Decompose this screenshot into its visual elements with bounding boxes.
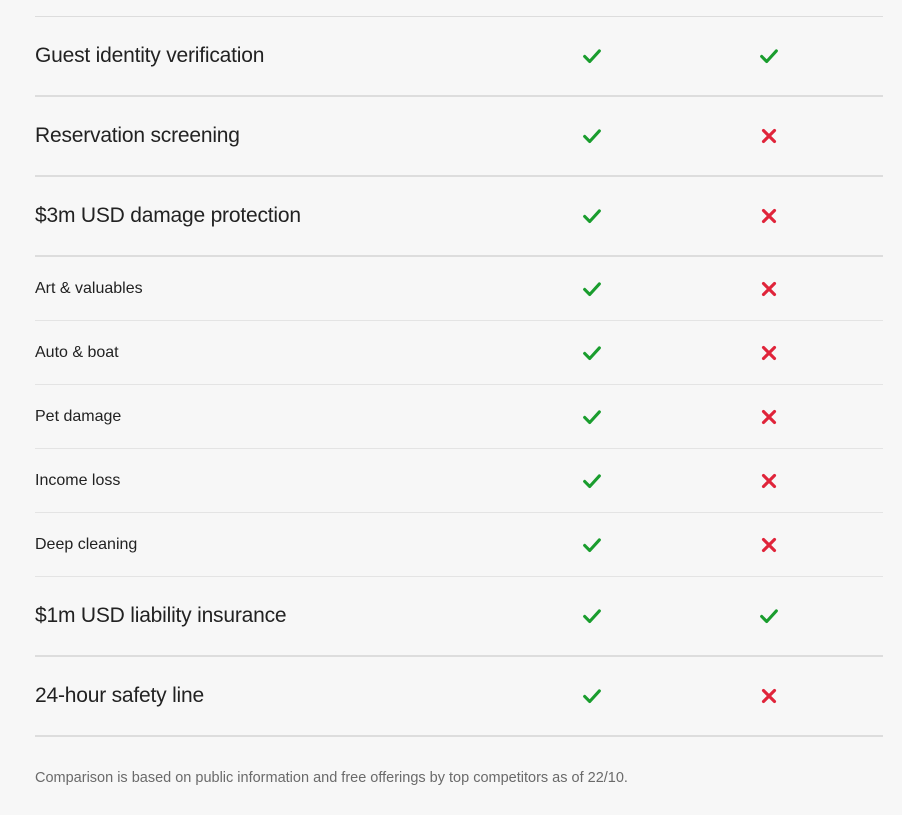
cross-icon bbox=[756, 513, 782, 576]
check-icon bbox=[579, 97, 605, 175]
comparison-footnote: Comparison is based on public information and free offerings by top competitors as of 22/10. bbox=[35, 770, 628, 786]
comparison-row bbox=[35, 449, 883, 513]
comparison-row bbox=[35, 577, 883, 657]
check-icon bbox=[579, 657, 605, 735]
cross-icon bbox=[756, 257, 782, 320]
feature-label: $3m USD damage protection bbox=[35, 204, 301, 227]
comparison-row bbox=[35, 321, 883, 385]
check-icon bbox=[579, 321, 605, 384]
comparison-row bbox=[35, 17, 883, 97]
feature-label: Income loss bbox=[35, 471, 121, 489]
cross-icon bbox=[756, 657, 782, 735]
feature-label: Deep cleaning bbox=[35, 535, 138, 553]
check-icon bbox=[579, 257, 605, 320]
comparison-row bbox=[35, 657, 883, 737]
feature-label: 24-hour safety line bbox=[35, 684, 204, 707]
check-icon bbox=[579, 17, 605, 95]
comparison-row bbox=[35, 513, 883, 577]
cross-icon bbox=[756, 97, 782, 175]
comparison-table bbox=[35, 17, 883, 737]
feature-label: Guest identity verification bbox=[35, 44, 265, 67]
comparison-row bbox=[35, 257, 883, 321]
comparison-row bbox=[35, 177, 883, 257]
check-icon bbox=[579, 385, 605, 448]
check-icon bbox=[579, 449, 605, 512]
feature-label: $1m USD liability insurance bbox=[35, 604, 287, 627]
check-icon bbox=[579, 513, 605, 576]
feature-label: Reservation screening bbox=[35, 124, 240, 147]
check-icon bbox=[756, 17, 782, 95]
check-icon bbox=[579, 577, 605, 655]
cross-icon bbox=[756, 321, 782, 384]
feature-label: Art & valuables bbox=[35, 279, 143, 297]
cross-icon bbox=[756, 385, 782, 448]
feature-label: Auto & boat bbox=[35, 343, 119, 361]
cross-icon bbox=[756, 177, 782, 255]
feature-label: Pet damage bbox=[35, 407, 122, 425]
comparison-row bbox=[35, 385, 883, 449]
check-icon bbox=[756, 577, 782, 655]
comparison-row bbox=[35, 97, 883, 177]
check-icon bbox=[579, 177, 605, 255]
cross-icon bbox=[756, 449, 782, 512]
